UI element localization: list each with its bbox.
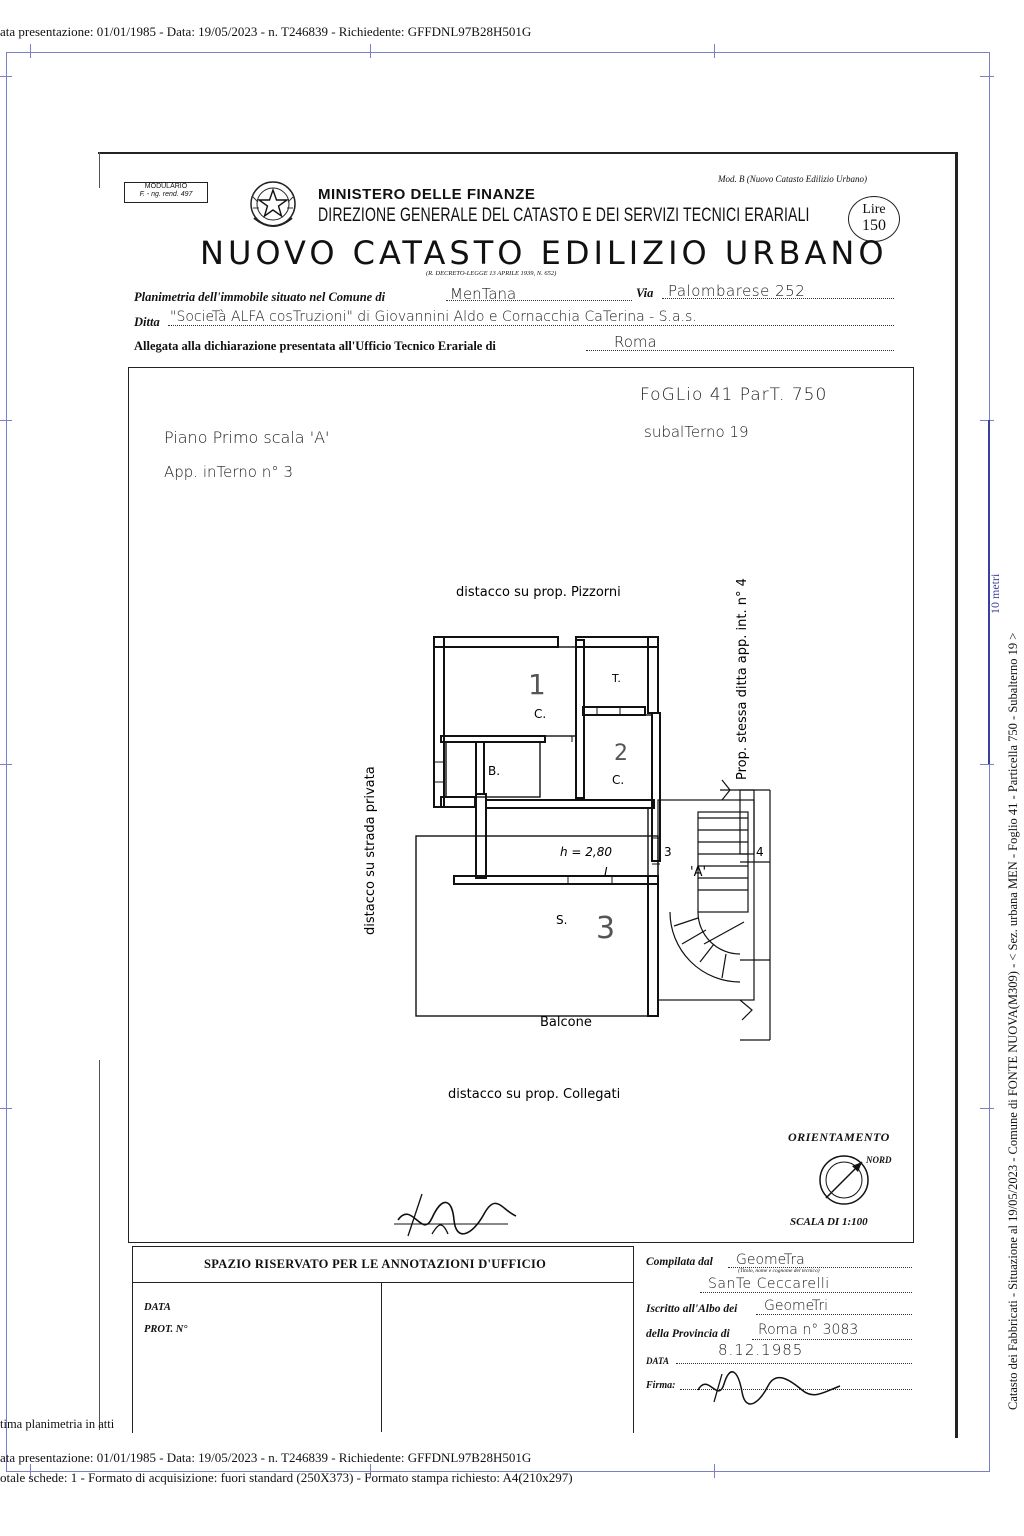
main-title: NUOVO CATASTO EDILIZIO URBANO [200, 234, 888, 272]
east-distance-label: Prop. stessa ditta app. int. n° 4 [735, 578, 750, 780]
room-kitchen-label: C. [534, 707, 547, 721]
scale-bar-label: 10 metri [988, 573, 1002, 614]
orientamento-label: ORIENTAMENTO [788, 1130, 890, 1144]
frame-tick [0, 76, 12, 77]
office-prot-label: PROT. N° [144, 1324, 188, 1335]
frame-tick [30, 44, 31, 58]
height-label: h = 2,80 [560, 845, 613, 859]
iscritto-label: Iscritto all'Albo dei [646, 1303, 738, 1315]
office-column-divider [381, 1282, 382, 1432]
west-distance-label: distacco su strada privata [363, 766, 378, 935]
provincia-line [752, 1339, 912, 1340]
foglio-label: FoGLio 41 ParT. 750 [640, 385, 828, 405]
frame-tick [0, 420, 12, 421]
name-line [700, 1292, 912, 1293]
republic-emblem-icon [248, 178, 298, 234]
vertical-note: Catasto dei Fabbricati - Situazione al 19/05/2023 - Comune di FONTE NUOVA(M309) - < Sez. urbana MEN - Foglio 41 - Particella 750 - Subalterno 19 > [1006, 632, 1020, 1410]
piano-label: Piano Primo scala 'A' [164, 428, 330, 447]
compilata-value: GeomeTra [736, 1252, 805, 1268]
south-distance-label: distacco su prop. Collegati [448, 1087, 621, 1102]
sheet-right-edge [955, 152, 958, 1438]
frame-tick [980, 764, 994, 765]
stair-a-label: 'A' [690, 865, 707, 880]
frame-tick [714, 1464, 715, 1478]
office-box [132, 1246, 634, 1433]
ditta-line [168, 325, 894, 326]
roman-one-label: I [604, 865, 608, 879]
frame-tick [0, 1108, 12, 1109]
office-title: SPAZIO RISERVATO PER LE ANNOTAZIONI D'UFFICIO [204, 1257, 547, 1271]
via-label: Via [636, 286, 654, 300]
signature-mark [392, 1190, 522, 1246]
ministry-label: MINISTERO DELLE FINANZE [318, 186, 536, 203]
iscritto-value: GeomeTri [764, 1298, 829, 1314]
compiler-data-line [676, 1363, 912, 1364]
balcone-label: Balcone [540, 1015, 592, 1030]
firma-label: Firma: [646, 1380, 676, 1391]
room-bedroom-label: C. [612, 773, 625, 787]
scale-label: SCALA DI 1:100 [790, 1216, 868, 1228]
provincia-value: Roma n° 3083 [758, 1322, 859, 1338]
footer-ultima: tima planimetria in atti [0, 1417, 115, 1431]
compiler-data-label: DATA [646, 1356, 670, 1366]
allegata-label: Allegata alla dichiarazione presentata all'Ufficio Tecnico Erariale di [134, 339, 496, 353]
mark-3-label: 3 [664, 845, 672, 859]
frame-tick [980, 76, 994, 77]
compiler-data-value: 8.12.1985 [718, 1341, 804, 1359]
frame-tick [714, 44, 715, 58]
room-living-label: S. [556, 913, 568, 927]
provincia-label: della Provincia di [646, 1328, 730, 1340]
room-bath-label: T. [612, 672, 621, 685]
title-note: (Titolo, nome e cognome del tecnico) [738, 1268, 820, 1274]
iscritto-line [756, 1314, 912, 1315]
appartamento-label: App. inTerno n° 3 [164, 463, 294, 481]
sheet-top-edge [98, 152, 958, 154]
firma-signature [694, 1368, 844, 1408]
price-top: Lire [862, 202, 886, 217]
compilata-label: Compilata dal [646, 1256, 713, 1268]
subalterno-label: subalTerno 19 [644, 423, 749, 441]
room-number-1: 1 [528, 668, 546, 701]
ditta-label: Ditta [134, 315, 160, 329]
mod-b-label: Mod. B (Nuovo Catasto Edilizio Urbano) [718, 174, 867, 184]
header-line: ata presentazione: 01/01/1985 - Data: 19/05/2023 - n. T246839 - Richiedente: GFFDNL97B28H501G [0, 24, 532, 39]
frame-tick [980, 1108, 994, 1109]
sheet-left-edge [99, 152, 100, 188]
direction-label: DIREZIONE GENERALE DEL CATASTO E DEI SERVIZI TECNICI ERARIALI [318, 205, 810, 226]
footer-line-2: otale schede: 1 - Formato di acquisizione: fuori standard (250X373) - Formato stampa richiesto: A4(210x297) [0, 1470, 573, 1485]
office-data-label: DATA [144, 1302, 171, 1313]
north-distance-label: distacco su prop. Pizzorni [456, 585, 621, 600]
frame-tick [370, 44, 371, 58]
modulario-line2: F. - ng. rend. 497 [139, 191, 193, 198]
footer-line-1: ata presentazione: 01/01/1985 - Data: 19/05/2023 - n. T246839 - Richiedente: GFFDNL97B28H501G [0, 1450, 532, 1465]
room-number-2: 2 [614, 741, 628, 766]
mark-4-label: 4 [756, 845, 764, 859]
comune-value: MenTana [450, 285, 517, 303]
nord-label: NORD [866, 1155, 892, 1165]
decree-label: (R. DECRETO-LEGGE 13 APRILE 1939, N. 652) [426, 270, 557, 277]
office-divider [132, 1282, 634, 1283]
planimetria-label: Planimetria dell'immobile situato nel Comune di [134, 290, 386, 304]
ditta-value: "SocieTà ALFA cosTruzioni" di Giovannini Aldo e Cornacchia CaTerina - S.a.s. [170, 309, 697, 325]
price-value: 150 [862, 217, 886, 234]
room-number-3: 3 [596, 911, 616, 946]
room-b-label: B. [488, 764, 501, 778]
modulario-line1: MODULARIO [144, 183, 188, 190]
via-value: Palombarese 252 [668, 282, 806, 300]
frame-tick [0, 764, 12, 765]
floor-plan [340, 570, 780, 1110]
ufficio-value: Roma [614, 333, 657, 351]
frame-tick [980, 420, 994, 421]
technician-name: SanTe Ceccarelli [708, 1276, 830, 1292]
modulario-box [124, 182, 208, 203]
sheet-left-edge [99, 1060, 100, 1430]
